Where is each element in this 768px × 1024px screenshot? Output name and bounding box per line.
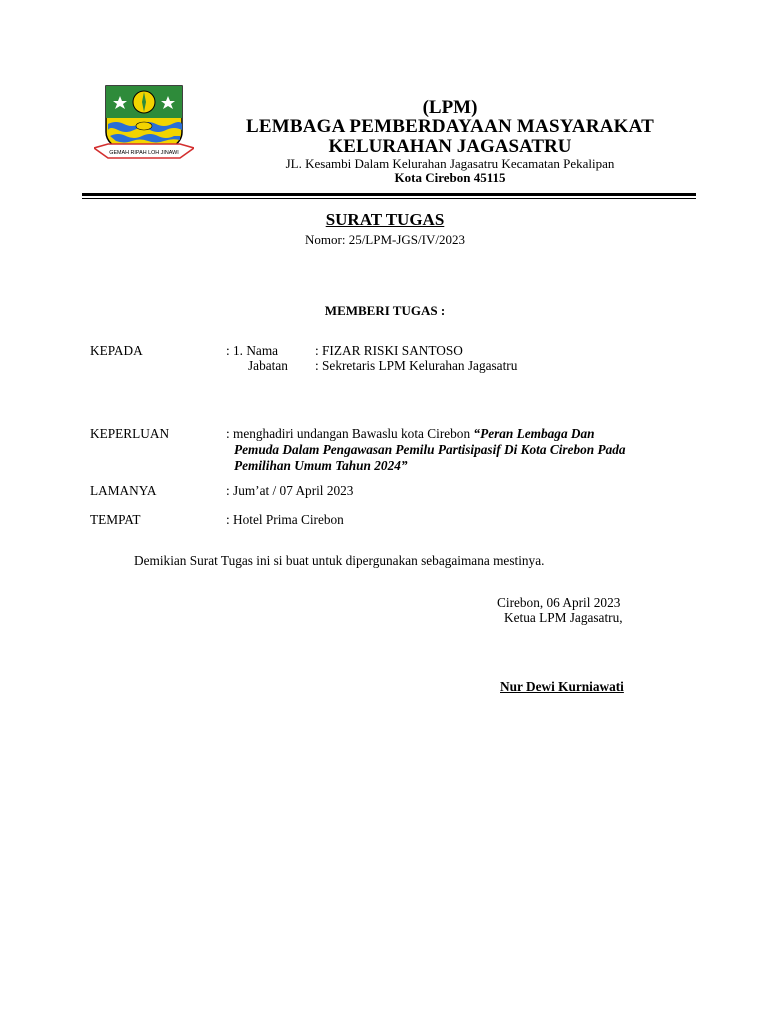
org-name-line2: KELURAHAN JAGASATRU	[328, 136, 572, 157]
signer-name: Nur Dewi Kurniawati	[500, 679, 624, 694]
position-label: Jabatan	[248, 358, 288, 373]
keperluan-topic-start: “Peran Lembaga Dan	[473, 426, 595, 441]
org-name-line1: LEMBAGA PEMBERDAYAAN MASYARAKAT	[245, 116, 655, 137]
kepada-label: KEPADA	[90, 343, 143, 358]
signature-place-date: Cirebon, 06 April 2023	[497, 595, 621, 610]
letterhead-divider-thick	[82, 193, 696, 196]
name-value: : FIZAR RISKI SANTOSO	[315, 343, 463, 358]
keperluan-text	[226, 426, 696, 474]
letterhead-divider-thin	[82, 198, 696, 199]
org-city: Kota Cirebon 45115	[394, 170, 506, 185]
signature-role: Ketua LPM Jagasatru,	[504, 610, 623, 625]
document-title: SURAT TUGAS	[325, 210, 445, 229]
org-abbreviation: (LPM)	[422, 97, 478, 118]
lamanya-label: LAMANYA	[90, 483, 157, 498]
tempat-label: TEMPAT	[90, 512, 141, 527]
assignment-intro: MEMBERI TUGAS :	[324, 303, 446, 318]
logo-motto: GEMAH RIPAH LOH JINAWI	[109, 150, 179, 156]
keperluan-topic-line2: Pemuda Dalam Pengawasan Pemilu Partisipasif Di Kota Cirebon Pada	[234, 442, 626, 457]
closing-statement: Demikian Surat Tugas ini si buat untuk dipergunakan sebagaimana mestinya.	[134, 553, 545, 568]
org-address: JL. Kesambi Dalam Kelurahan Jagasatru Kecamatan Pekalipan	[285, 156, 615, 171]
position-value: : Sekretaris LPM Kelurahan Jagasatru	[315, 358, 518, 373]
cirebon-crest-logo	[94, 84, 194, 170]
signature-block	[497, 595, 623, 625]
keperluan-prefix: : menghadiri undangan Bawaslu kota Cirebon	[226, 426, 474, 441]
name-label: : 1. Nama	[226, 343, 279, 358]
lamanya-value: : Jum’at / 07 April 2023	[226, 483, 354, 498]
document-number: Nomor: 25/LPM-JGS/IV/2023	[305, 232, 465, 247]
keperluan-label: KEPERLUAN	[90, 426, 170, 441]
keperluan-topic-line3: Pemilihan Umum Tahun 2024”	[234, 458, 408, 473]
tempat-value: : Hotel Prima Cirebon	[226, 512, 344, 527]
